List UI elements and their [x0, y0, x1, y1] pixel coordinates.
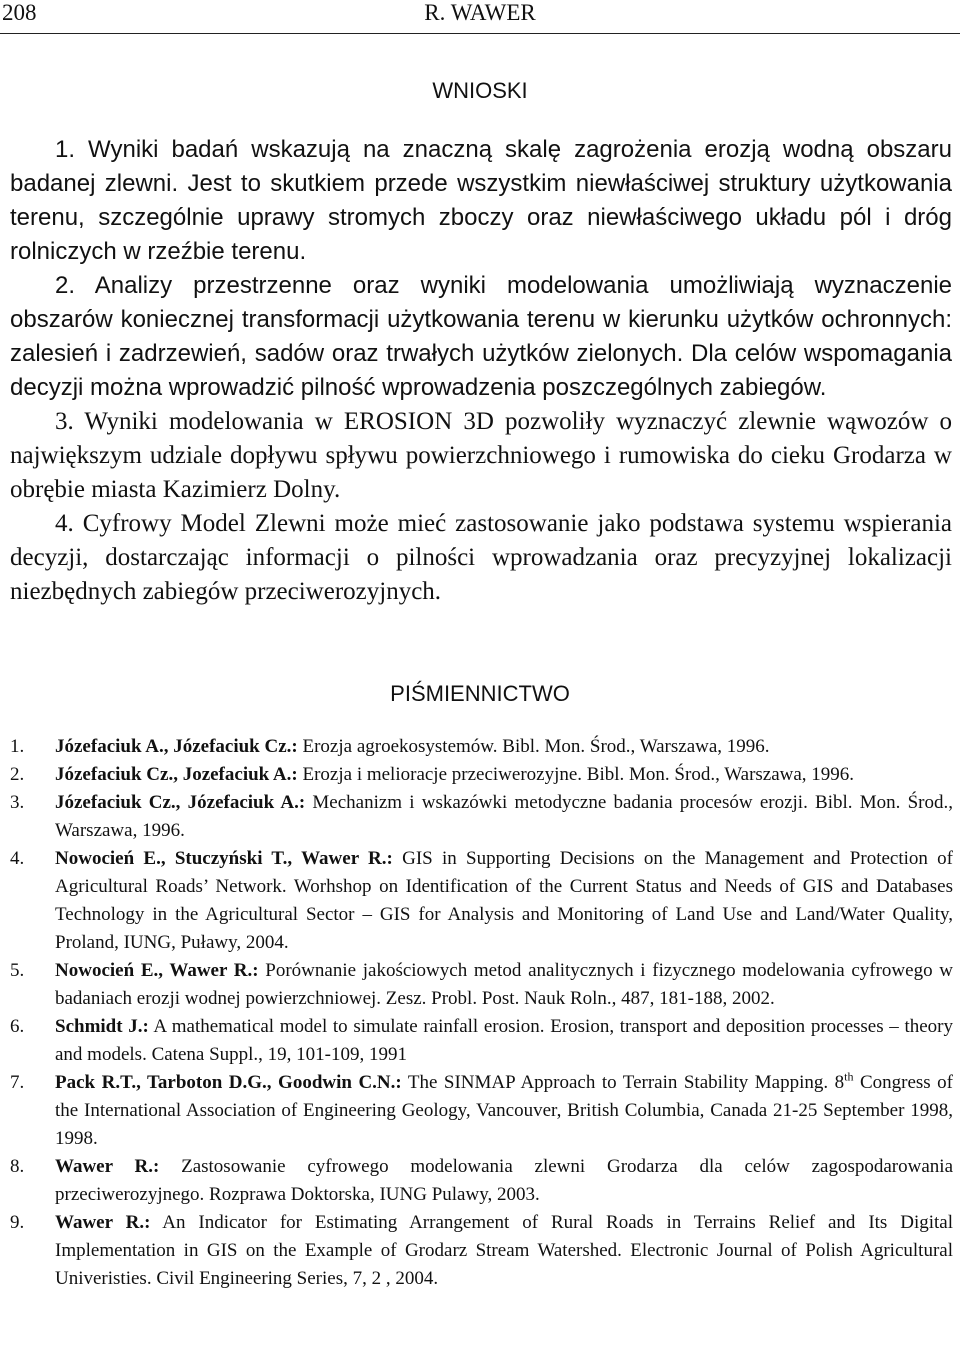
reference-text: Erozja agroekosystemów. Bibl. Mon. Środ., Warszawa, 1996. — [297, 736, 770, 757]
reference-authors: Wawer R.: — [55, 1156, 160, 1177]
reference-text: Porównanie jakościowych metod analitycznych i fizycznego modelowania cyfrowego w badaniach erozji wodnej powierzchniowej. Zesz. Probl. Post. Nauk Roln., 487, 181-188, 2002. — [55, 960, 953, 1009]
reference-text: An Indicator for Estimating Arrangement of Rural Roads in Terrains Relief and Its Digital Implementation in GIS on the Example of Grodarz Stream Watershed. Electronic Journal of Polish Agricultural Univeristies. Civil Engineering Series, 7, 2 , 2004. — [55, 1212, 953, 1289]
conclusions-heading: WNIOSKI — [432, 78, 528, 103]
reference-item — [10, 957, 953, 1013]
reference-number: 5. — [10, 960, 25, 981]
header-rule — [0, 33, 960, 34]
reference-text: A mathematical model to simulate rainfall erosion. Erosion, transport and deposition processes – theory and models. Catena Suppl., 19, 101-109, 1991 — [55, 1016, 953, 1065]
conclusion-item: 4. Cyfrowy Model Zlewni może mieć zastosowanie jako podstawa systemu wspierania decyzji, dostarczając informacji o pilności wprowadzania oraz precyzyjnej lokalizacji niezbędnych zabiegów przeciwerozyjnych. — [10, 510, 952, 605]
conclusion-item: 2. Analizy przestrzenne oraz wyniki modelowania umożliwiają wyznaczenie obszarów koniecznej transformacji użytkowania terenu w kierunku użytków ochronnych: zalesień i zadrzewień, sadów oraz trwałych użytków zielonych. Dla celów wspomagania decyzji można wprowadzić pilność wprowadzenia poszczególnych zabiegów. — [10, 272, 952, 401]
reference-authors: Józefaciuk Cz., Jozefaciuk A.: — [55, 764, 298, 785]
reference-number: 8. — [10, 1156, 25, 1177]
conclusion-item: 3. Wyniki modelowania w EROSION 3D pozwoliły wyznaczyć zlewnie wąwozów o największym udziale dopływu spływu powierzchniowego i rumowiska do cieku Grodarza w obrębie miasta Kazimierz Dolny. — [10, 408, 952, 503]
reference-item — [10, 1153, 953, 1209]
reference-number: 4. — [10, 848, 25, 869]
conclusions-section — [10, 133, 952, 609]
conclusion-item: 1. Wyniki badań wskazują na znaczną skalę zagrożenia erozją wodną obszaru badanej zlewni. Jest to skutkiem przede wszystkim niewłaściwej struktury użytkowania terenu, szczególnie uprawy stromych zboczy oraz niewłaściwego układu pól i dróg rolniczych w rzeźbie terenu. — [10, 136, 952, 265]
reference-text: GIS in Supporting Decisions on the Management and Protection of Agricultural Roads’ Network. Worhshop on Identification of the Current Status and Needs of GIS and Databases Technology in the Agricultural Sector – GIS for Analysis and Monitoring of Land Use and Land/Water Quality, Proland, IUNG, Puławy, 2004. — [55, 848, 953, 953]
reference-item — [10, 1069, 953, 1153]
ordinal-superscript: th — [844, 1069, 854, 1084]
running-title: R. WAWER — [424, 0, 536, 25]
reference-number: 9. — [10, 1212, 25, 1233]
reference-text: Zastosowanie cyfrowego modelowania zlewni Grodarza dla celów zagospodarowania przeciwerozyjnego. Rozprawa Doktorska, IUNG Pulawy, 2003. — [55, 1156, 953, 1205]
reference-item — [10, 1209, 953, 1293]
reference-authors: Nowocień E., Wawer R.: — [55, 960, 259, 981]
reference-text: Erozja i melioracje przeciwerozyjne. Bibl. Mon. Środ., Warszawa, 1996. — [297, 764, 855, 785]
page-number: 208 — [2, 0, 37, 25]
reference-text: Mechanizm i wskazówki metodyczne badania procesów erozji. Bibl. Mon. Środ., Warszawa, 1996. — [55, 792, 954, 841]
reference-number: 7. — [10, 1072, 25, 1093]
reference-item — [10, 761, 953, 789]
reference-number: 2. — [10, 764, 25, 785]
reference-authors: Nowocień E., Stuczyński T., Wawer R.: — [55, 848, 393, 869]
reference-text: The SINMAP Approach to Terrain Stability Mapping. 8 — [401, 1072, 845, 1093]
reference-item — [10, 789, 953, 845]
reference-text-continued: Congress of the International Association of Engineering Geology, Vancouver, British Columbia, Canada 21-25 September 1998, 1998. — [55, 1072, 953, 1149]
references-heading: PIŚMIENNICTWO — [390, 681, 570, 706]
reference-number: 3. — [10, 792, 25, 813]
reference-list — [10, 733, 953, 1293]
reference-authors: Schmidt J.: — [55, 1016, 149, 1037]
page-header — [0, 0, 960, 34]
reference-number: 1. — [10, 736, 25, 757]
reference-item — [10, 733, 953, 761]
reference-number: 6. — [10, 1016, 25, 1037]
reference-authors: Józefaciuk A., Józefaciuk Cz.: — [55, 736, 298, 757]
reference-authors: Józefaciuk Cz., Józefaciuk A.: — [55, 792, 306, 813]
reference-item — [10, 1013, 953, 1069]
reference-authors: Pack R.T., Tarboton D.G., Goodwin C.N.: — [55, 1072, 402, 1093]
reference-authors: Wawer R.: — [55, 1212, 151, 1233]
reference-item — [10, 845, 953, 957]
